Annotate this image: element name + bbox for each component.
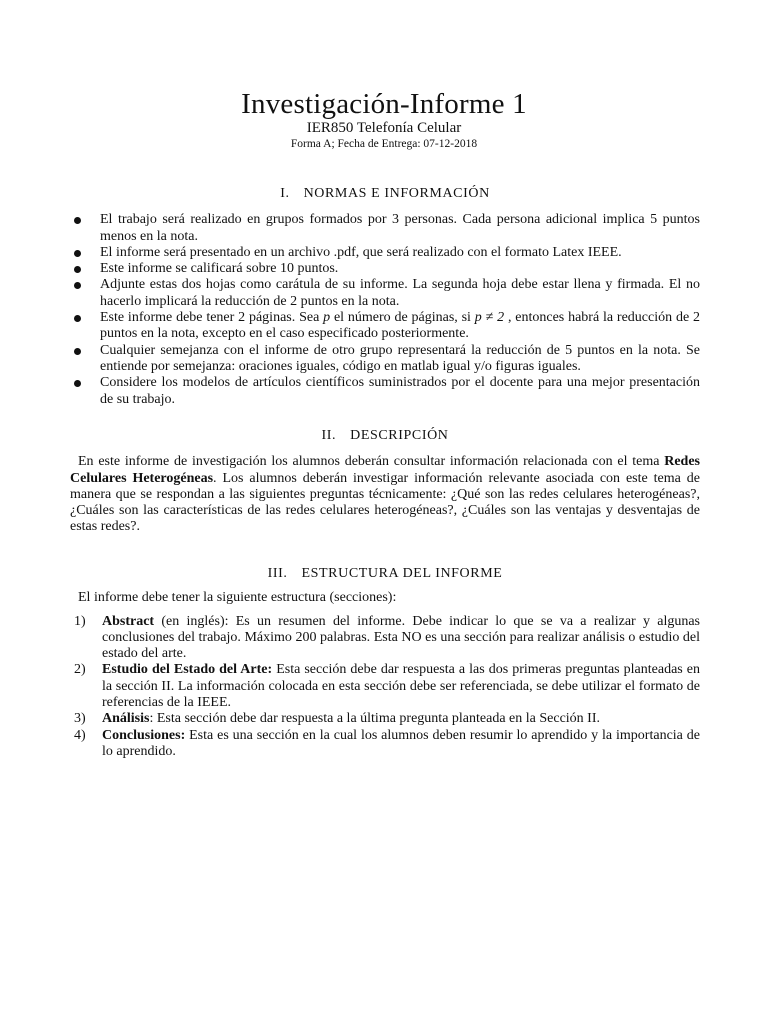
list-item: 4) Conclusiones: Esta es una sección en la cual los alumnos deben resumir lo aprendido y la importancia de lo aprendido. (74, 727, 700, 759)
list-item: Cualquier semejanza con el informe de otro grupo representará la reducción de 5 puntos en la nota. Se entiende por semejanza: oraciones iguales, código en matlab igual y/o figuras iguales. (70, 343, 700, 376)
bullet-icon (74, 266, 81, 273)
section-heading: II. DESCRIPCIÓN (321, 428, 449, 443)
bullet-icon (74, 217, 81, 224)
section-heading: I. NORMAS E INFORMACIÓN (280, 186, 490, 201)
form-and-due-date: Forma A; Fecha de Entrega: 07-12-2018 (290, 138, 478, 150)
list-item: Considere los modelos de artículos científicos suministrados por el docente para una mejor presentación de su trabajo. (70, 375, 700, 408)
list-item: El trabajo será realizado en grupos formados por 3 personas. Cada persona adicional implica 5 puntos menos en la nota. (70, 212, 700, 245)
bullet-icon (74, 380, 81, 387)
bullet-icon (74, 348, 81, 355)
list-item: Este informe se calificará sobre 10 puntos. (70, 261, 700, 277)
bullet-icon (74, 315, 81, 322)
rules-list (70, 212, 700, 408)
section-estructura (70, 566, 700, 760)
list-item: 3) Análisis: Esta sección debe dar respuesta a la última pregunta planteada en la Sección II. (74, 711, 600, 727)
description-paragraph: En este informe de investigación los alumnos deberán consultar información relacionada con el tema Redes Celulares Heterogéneas. Los alumnos deberán investigar información relevante asociada con este tema de manera que se respondan a las siguientes preguntas técnicamente: ¿Qué son las redes celulares heterogéneas?, ¿Cuáles son las características de las redes celulares heterogéneas?, ¿Cuáles son las ventajas y desventajas de estas redes?. (70, 454, 700, 535)
list-item: 2) Estudio del Estado del Arte: Esta sección debe dar respuesta a las dos primeras preguntas planteadas en la sección II. La información colocada en esta sección debe ser referenciada, se debe utilizar el formato de referencias de la IEEE. (74, 662, 700, 711)
bullet-icon (74, 250, 81, 257)
page-title: Investigación-Informe 1 (241, 88, 527, 120)
bullet-icon (74, 282, 81, 289)
section-normas (70, 186, 700, 408)
section-descripcion (70, 428, 700, 536)
structure-list (70, 614, 700, 761)
document-header (0, 88, 768, 151)
course-subtitle: IER850 Telefonía Celular (306, 120, 462, 136)
structure-intro: El informe debe tener la siguiente estructura (secciones): (78, 590, 397, 606)
list-item: 1) Abstract (en inglés): Es un resumen del informe. Debe indicar lo que se va a realizar y algunas conclusiones del trabajo. Máximo 200 palabras. Esta NO es una sección para realizar análisis o estudio del estado del arte. (74, 613, 700, 662)
list-item: Adjunte estas dos hojas como carátula de su informe. La segunda hoja debe estar llena y firmada. El no hacerlo implicará la reducción de 2 puntos en la nota. (70, 277, 700, 310)
list-item: Este informe debe tener 2 páginas. Sea p el número de páginas, si p ≠ 2 , entonces habrá la reducción de 2 puntos en la nota, excepto en el caso especificado posteriormente. (70, 310, 700, 343)
list-item: El informe será presentado en un archivo .pdf, que será realizado con el formato Latex IEEE. (70, 245, 700, 261)
section-heading: III. ESTRUCTURA DEL INFORME (267, 566, 503, 581)
